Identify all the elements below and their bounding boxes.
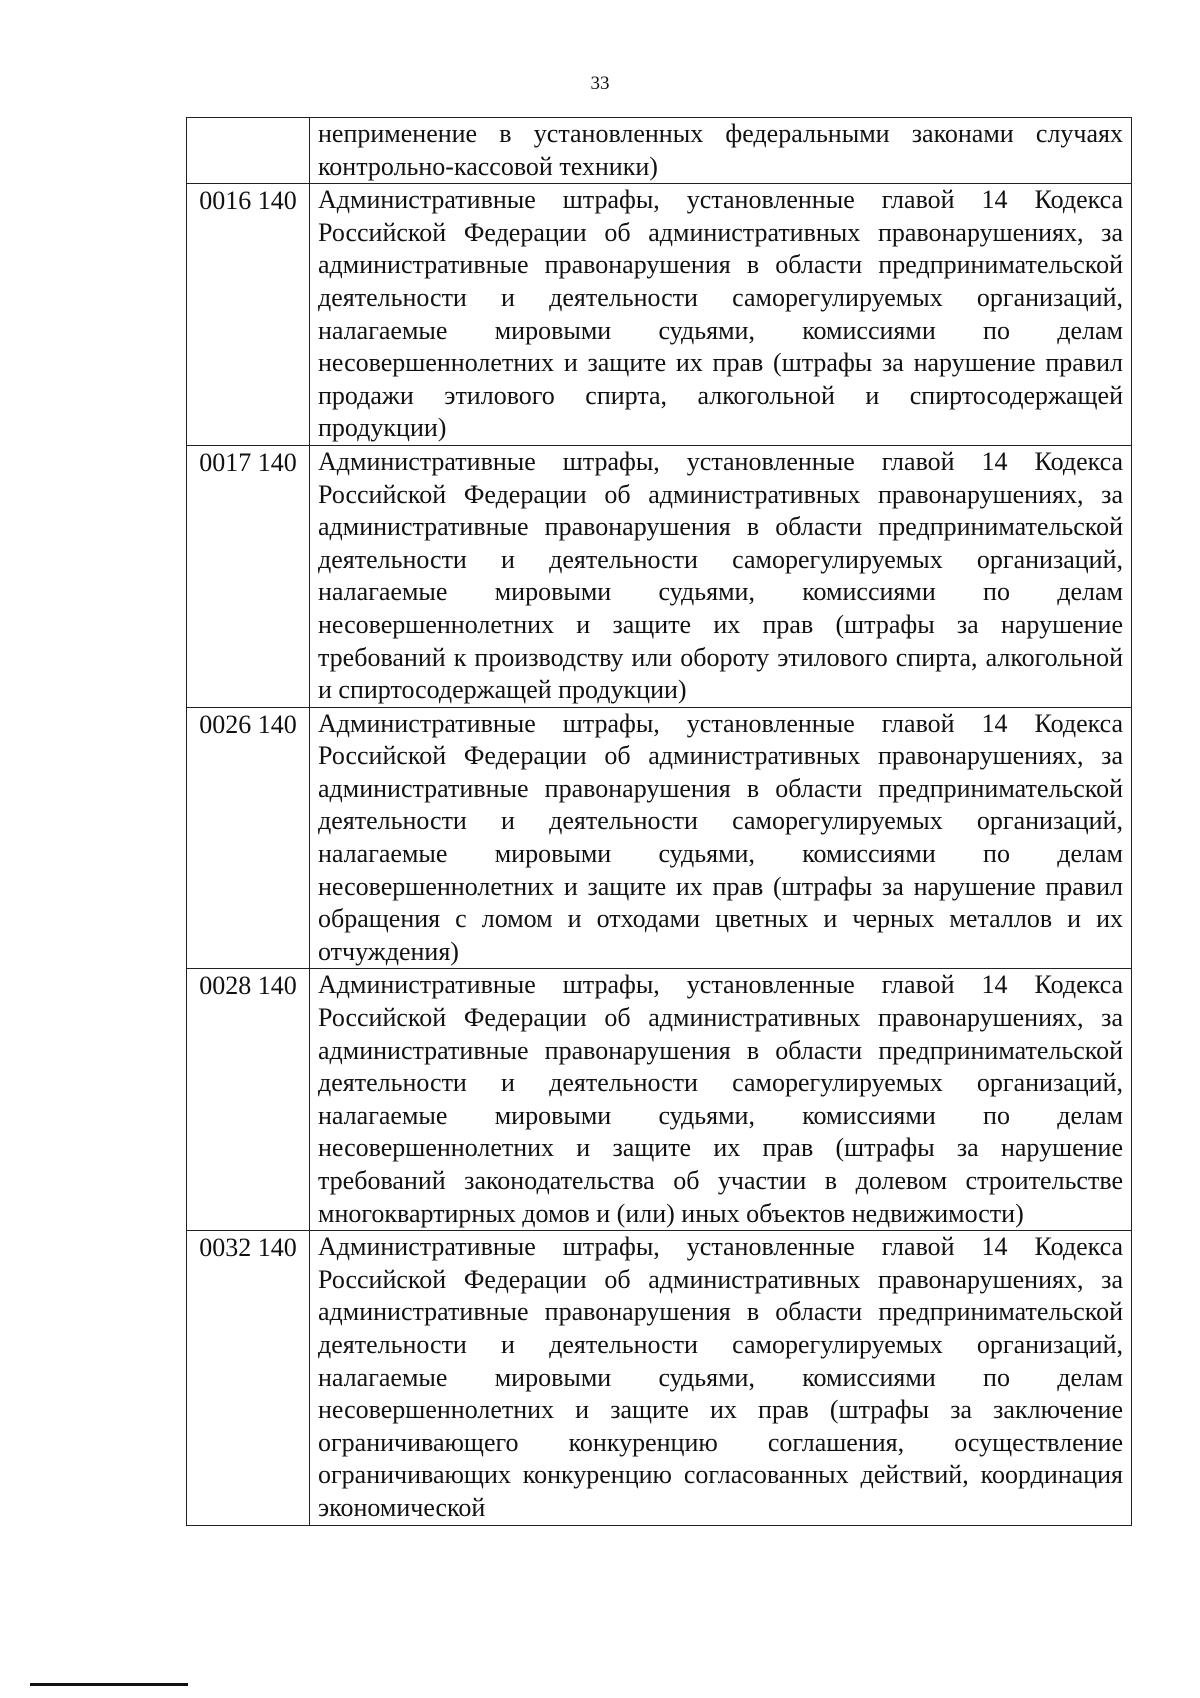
code-cell xyxy=(187,118,310,184)
description-cell: Административные штрафы, установленные главой 14 Кодекса Российской Федерации об административных правонарушениях, за административные правонарушения в области предпринимательской деятельности и деятельности саморегулируемых организаций, налагаемые мировыми судьями, комиссиями по делам несовершеннолетних и защите их прав (штрафы за заключение ограничивающего конкуренцию соглашения, осуществление ограничивающих конкуренцию согласованных действий, координация экономической xyxy=(310,1231,1132,1525)
table-row xyxy=(187,707,1132,969)
table-row xyxy=(187,1231,1132,1525)
budget-codes-table xyxy=(186,117,1132,1526)
description-cell: Административные штрафы, установленные главой 14 Кодекса Российской Федерации об административных правонарушениях, за административные правонарушения в области предпринимательской деятельности и деятельности саморегулируемых организаций, налагаемые мировыми судьями, комиссиями по делам несовершеннолетних и защите их прав (штрафы за нарушение требований к производству или обороту этилового спирта, алкогольной и спиртосодержащей продукции) xyxy=(310,445,1132,707)
table-row xyxy=(187,969,1132,1231)
description-cell: Административные штрафы, установленные главой 14 Кодекса Российской Федерации об административных правонарушениях, за административные правонарушения в области предпринимательской деятельности и деятельности саморегулируемых организаций, налагаемые мировыми судьями, комиссиями по делам несовершеннолетних и защите их прав (штрафы за нарушение требований законодательства об участии в долевом строительстве многоквартирных домов и (или) иных объектов недвижимости) xyxy=(310,969,1132,1231)
code-cell: 0017 140 xyxy=(187,445,310,707)
table-row xyxy=(187,445,1132,707)
table-row xyxy=(187,184,1132,446)
code-cell: 0028 140 xyxy=(187,969,310,1231)
code-cell: 0026 140 xyxy=(187,707,310,969)
description-cell: Административные штрафы, установленные главой 14 Кодекса Российской Федерации об административных правонарушениях, за административные правонарушения в области предпринимательской деятельности и деятельности саморегулируемых организаций, налагаемые мировыми судьями, комиссиями по делам несовершеннолетних и защите их прав (штрафы за нарушение правил продажи этилового спирта, алкогольной и спиртосодержащей продукции) xyxy=(310,184,1132,446)
description-cell: Административные штрафы, установленные главой 14 Кодекса Российской Федерации об административных правонарушениях, за административные правонарушения в области предпринимательской деятельности и деятельности саморегулируемых организаций, налагаемые мировыми судьями, комиссиями по делам несовершеннолетних и защите их прав (штрафы за нарушение правил обращения с ломом и отходами цветных и черных металлов и их отчуждения) xyxy=(310,707,1132,969)
description-cell: неприменение в установленных федеральными законами случаях контрольно-кассовой техники) xyxy=(310,118,1132,184)
code-cell: 0016 140 xyxy=(187,184,310,446)
table-row xyxy=(187,118,1132,184)
page-number: 33 xyxy=(590,73,610,94)
footer-rule xyxy=(30,1683,188,1686)
code-cell: 0032 140 xyxy=(187,1231,310,1525)
